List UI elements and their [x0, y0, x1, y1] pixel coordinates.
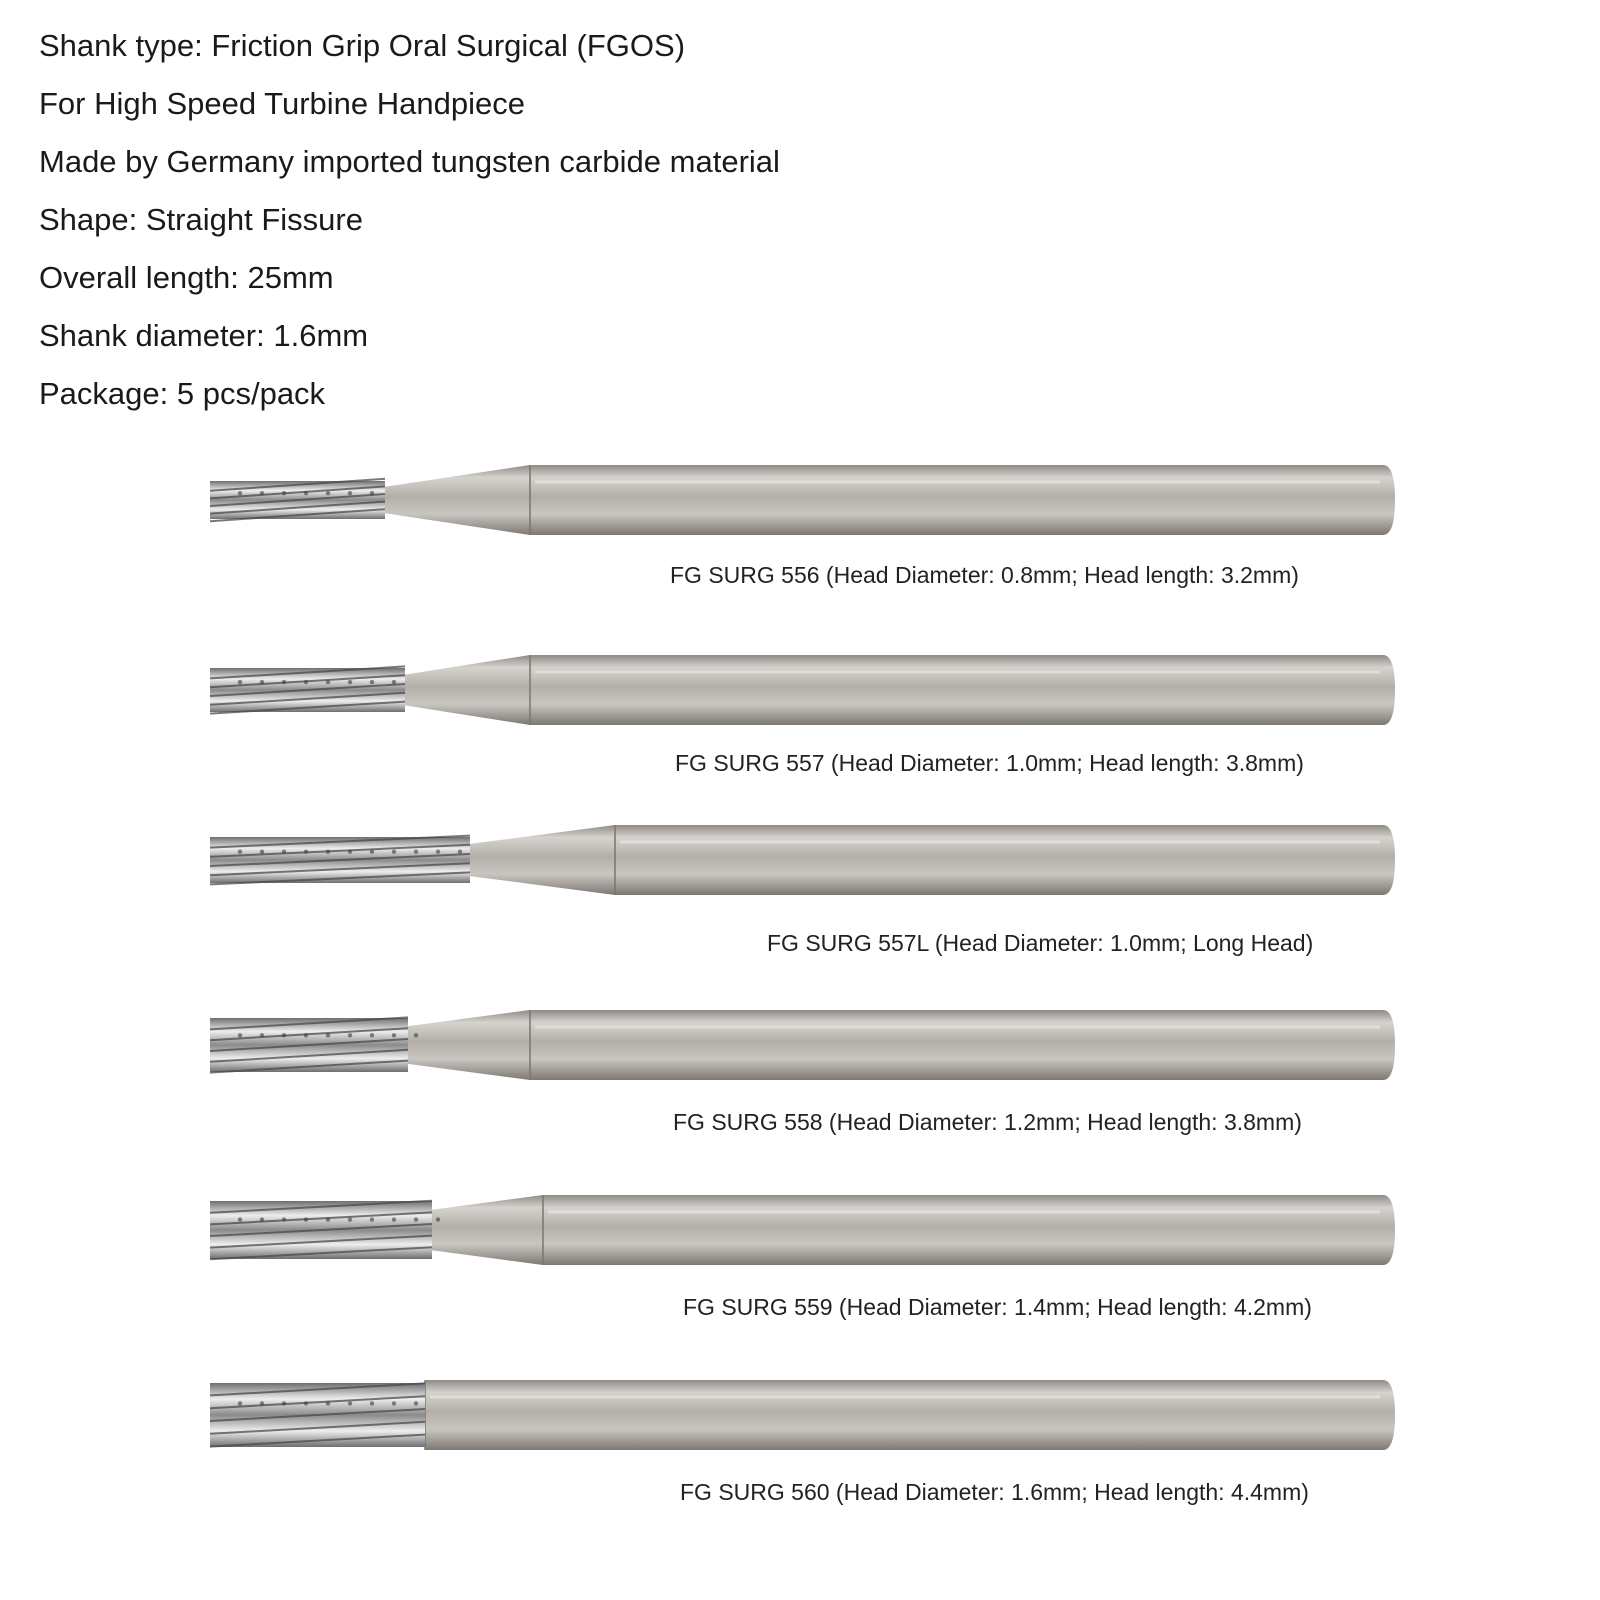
- bur-caption: FG SURG 559 (Head Diameter: 1.4mm; Head length: 4.2mm): [683, 1294, 1312, 1320]
- bur-caption: FG SURG 556 (Head Diameter: 0.8mm; Head length: 3.2mm): [670, 562, 1299, 588]
- bur-neck: [408, 1010, 530, 1080]
- bur-image: [0, 815, 1600, 905]
- bur-item: [0, 815, 1600, 956]
- bur-neck: [470, 825, 615, 895]
- spec-shank-diameter: Shank diameter: 1.6mm: [39, 318, 369, 353]
- bur-neck: [385, 465, 530, 535]
- bur-item: [0, 1370, 1600, 1505]
- bur-caption: FG SURG 557 (Head Diameter: 1.0mm; Head length: 3.8mm): [675, 750, 1304, 776]
- bur-image: [0, 1000, 1600, 1090]
- bur-shank: [530, 1010, 1395, 1080]
- bur-neck: [432, 1195, 543, 1265]
- spec-shank-type: Shank type: Friction Grip Oral Surgical (FGOS): [39, 28, 686, 63]
- bur-shank: [530, 465, 1395, 535]
- spec-package: Package: 5 pcs/pack: [39, 376, 326, 411]
- spec-overall-length: Overall length: 25mm: [39, 260, 334, 295]
- bur-image: [0, 455, 1600, 545]
- bur-item: [0, 645, 1600, 775]
- bur-image: [0, 645, 1600, 735]
- spec-material: Made by Germany imported tungsten carbide material: [39, 144, 780, 179]
- bur-item: [0, 455, 1600, 588]
- bur-caption: FG SURG 560 (Head Diameter: 1.6mm; Head length: 4.4mm): [680, 1479, 1309, 1505]
- bur-item: [0, 1000, 1600, 1135]
- bur-shank: [425, 1380, 1395, 1450]
- bur-shank: [530, 655, 1395, 725]
- bur-shank: [615, 825, 1395, 895]
- bur-caption: FG SURG 558 (Head Diameter: 1.2mm; Head length: 3.8mm): [673, 1109, 1302, 1135]
- bur-caption: FG SURG 557L (Head Diameter: 1.0mm; Long Head): [767, 930, 1314, 956]
- spec-shape: Shape: Straight Fissure: [39, 202, 363, 237]
- spec-handpiece: For High Speed Turbine Handpiece: [39, 86, 525, 121]
- spec-list: [39, 26, 780, 432]
- bur-neck: [405, 655, 530, 725]
- bur-image: [0, 1185, 1600, 1275]
- bur-item: [0, 1185, 1600, 1320]
- bur-shank: [543, 1195, 1395, 1265]
- bur-image: [0, 1370, 1600, 1460]
